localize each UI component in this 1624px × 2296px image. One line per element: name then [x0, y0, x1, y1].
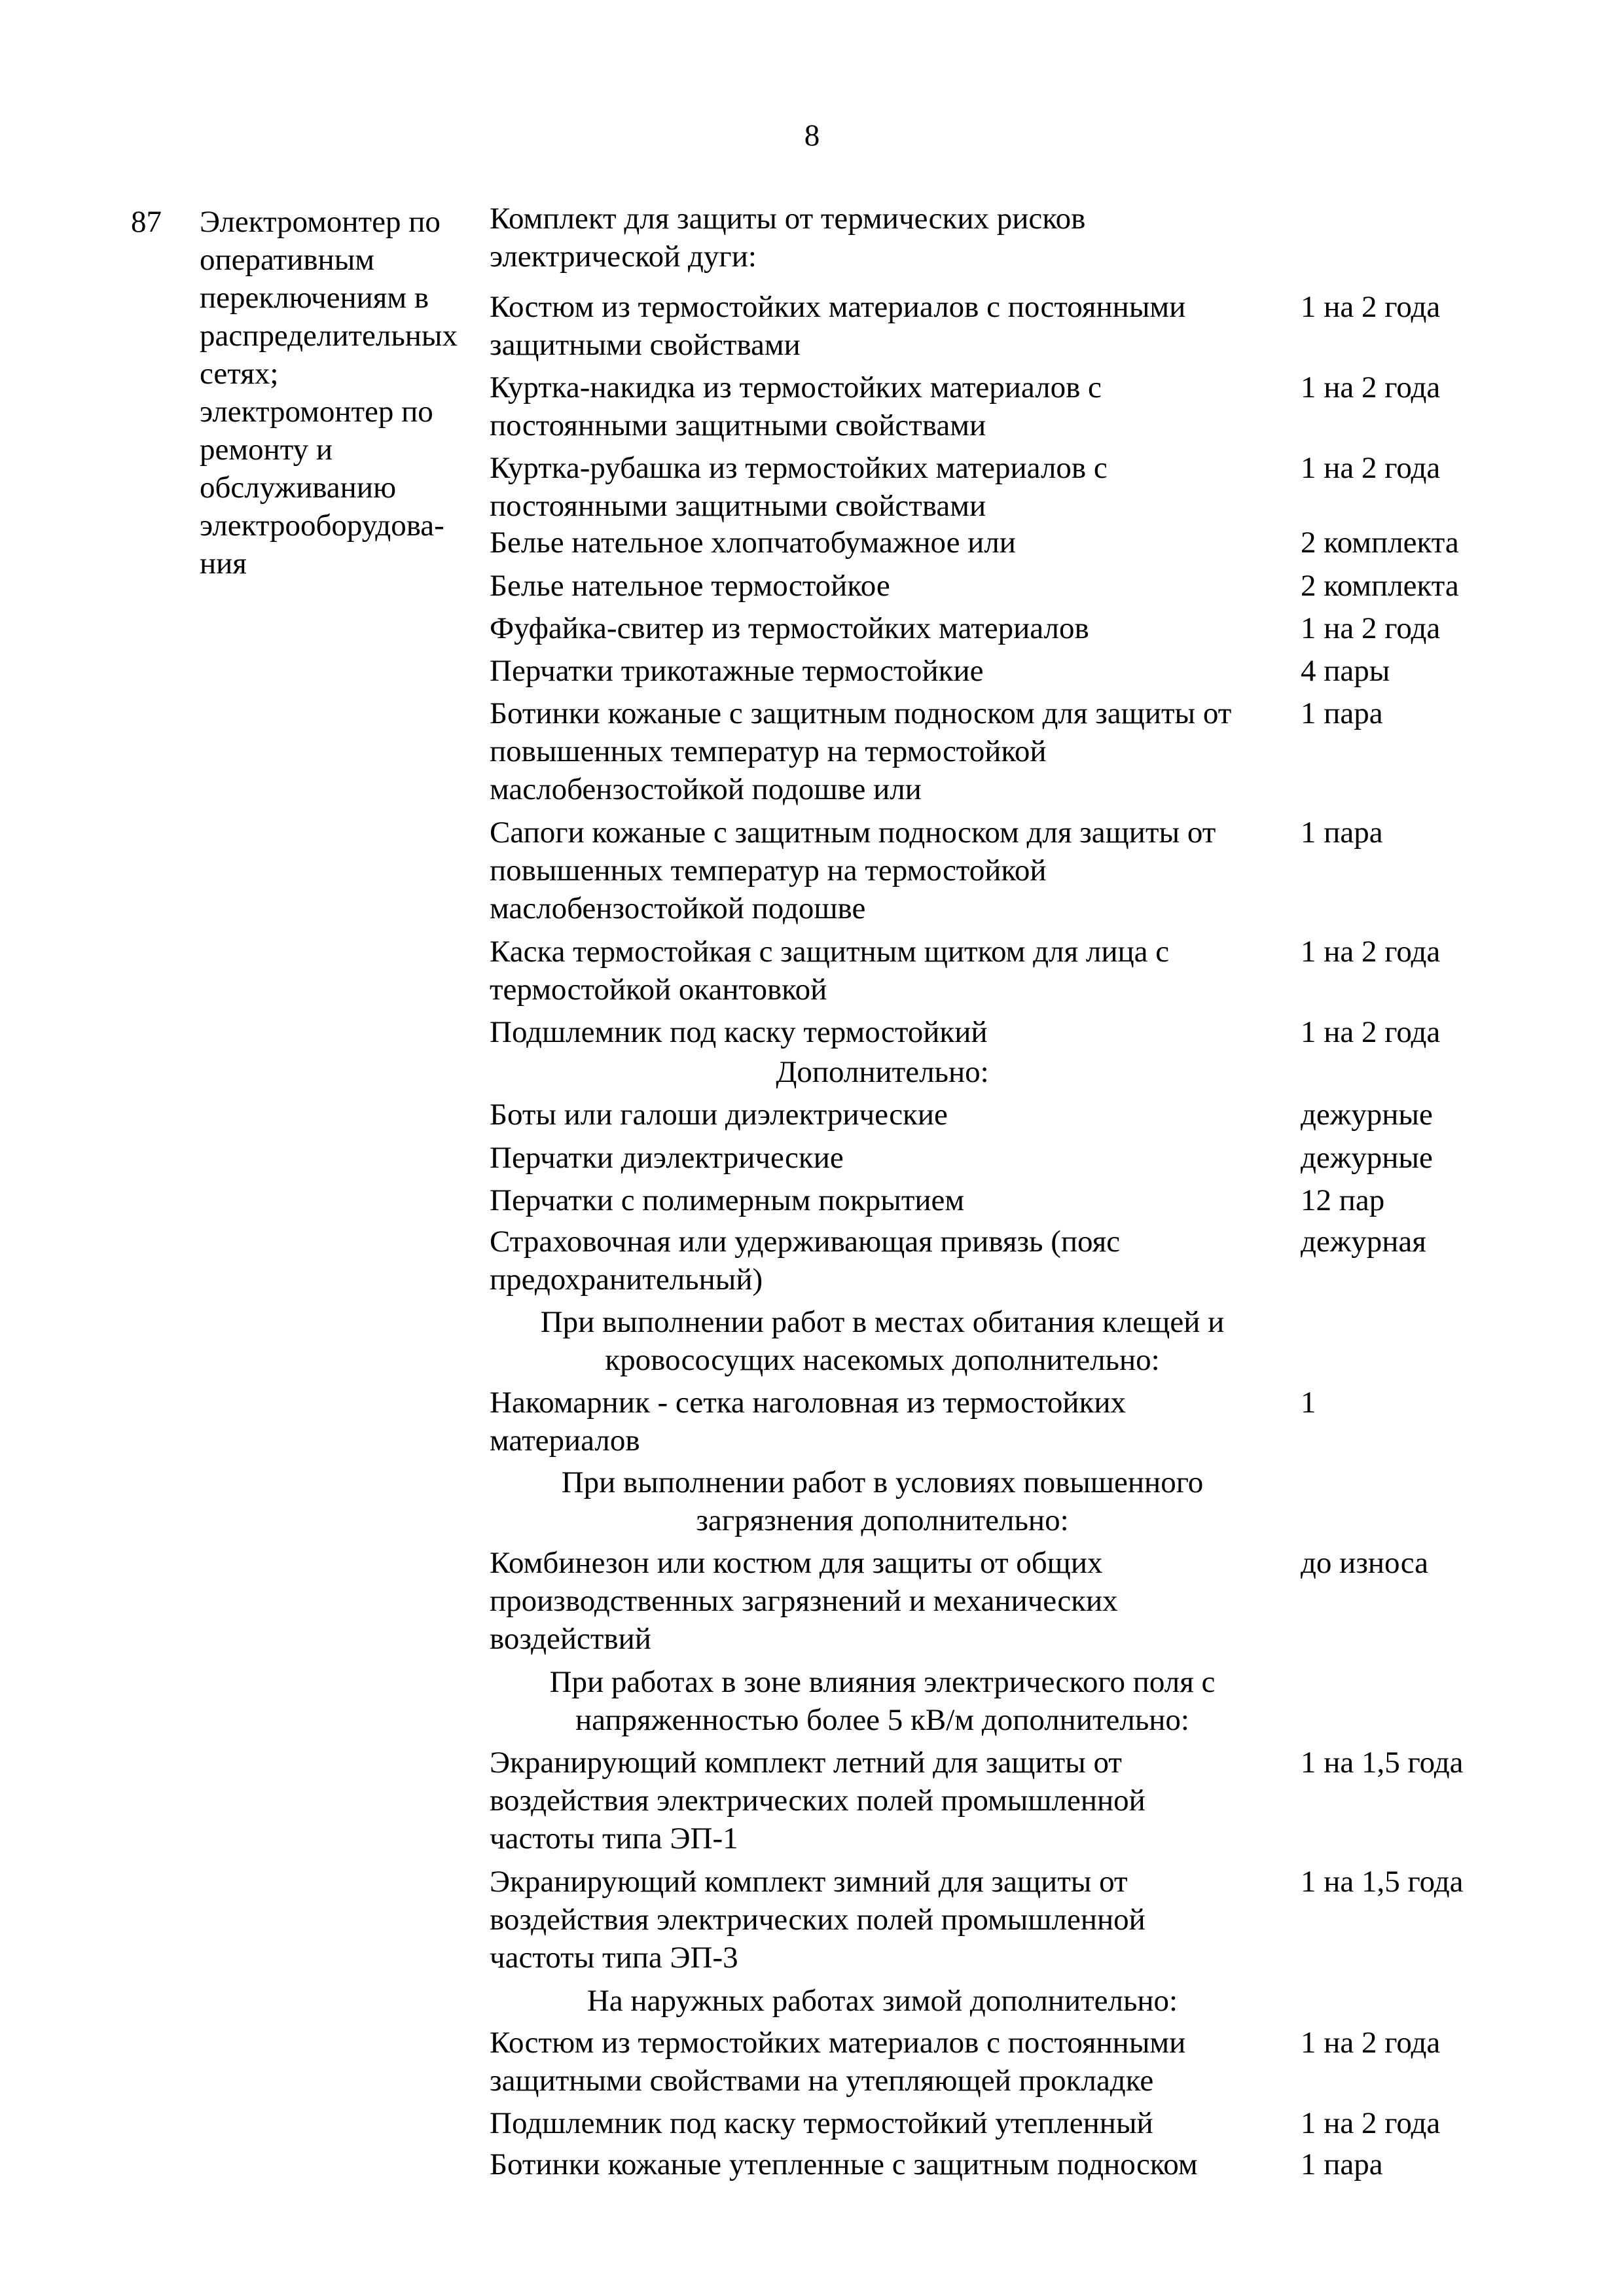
section-heading: На наружных работах зимой дополнительно: — [586, 1984, 1178, 2018]
row-number: 87 — [131, 205, 162, 239]
item-name: Костюм из термостойких материалов с постоянными защитными свойствами — [490, 290, 1186, 362]
item-norm: 1 на 2 года — [1301, 611, 1441, 645]
section-heading: При работах в зоне влияния электрического поля с напряженностью более 5 кВ/м дополнительно: — [549, 1665, 1216, 1737]
item-name: Экранирующий комплект зимний для защиты от воздействия электрических полей промышленной частоты типа ЭП-3 — [490, 1865, 1146, 1975]
item-name: Перчатки с полимерным покрытием — [490, 1183, 965, 1217]
item-name: Экранирующий комплект летний для защиты от воздействия электрических полей промышленной частоты типа ЭП-1 — [490, 1746, 1146, 1856]
item-norm: 1 на 2 года — [1301, 2026, 1441, 2060]
item-name: Страховочная или удерживающая привязь (пояс предохранительный) — [490, 1225, 1121, 1297]
item-norm: дежурные — [1301, 1098, 1433, 1132]
item-name: Ботинки кожаные утепленные с защитным подноском — [490, 2147, 1198, 2181]
item-name: Комбинезон или костюм для защиты от общих производственных загрязнений и механических воздействий — [490, 1546, 1118, 1656]
item-name: Куртка-рубашка из термостойких материалов с постоянными защитными свойствами — [490, 451, 1108, 523]
item-norm: 1 на 2 года — [1301, 370, 1441, 404]
item-name: Перчатки трикотажные термостойкие — [490, 654, 984, 688]
item-name: Каска термостойкая с защитным щитком для лица с термостойкой окантовкой — [490, 935, 1170, 1007]
page-number: 8 — [804, 118, 820, 152]
item-name: Боты или галоши диэлектрические — [490, 1098, 948, 1132]
item-norm: 12 пар — [1301, 1183, 1385, 1217]
section-heading: При выполнении работ в местах обитания клещей и кровососущих насекомых дополнительно: — [540, 1305, 1225, 1377]
item-norm: 2 комплекта — [1301, 569, 1459, 603]
item-norm: дежурная — [1301, 1225, 1426, 1259]
item-norm: 4 пары — [1301, 654, 1390, 688]
item-norm: до износа — [1301, 1546, 1428, 1580]
item-norm: 1 — [1301, 1386, 1316, 1420]
section-heading: Дополнительно: — [776, 1055, 989, 1089]
item-name: Костюм из термостойких материалов с постоянными защитными свойствами на утепляющей прокладке — [490, 2026, 1186, 2098]
section-intro: Комплект для защиты от термических рисков электрической дуги: — [490, 202, 1086, 274]
item-norm: 1 на 1,5 года — [1301, 1746, 1464, 1780]
item-norm: 1 пара — [1301, 696, 1383, 730]
item-norm: 1 на 2 года — [1301, 2106, 1441, 2140]
item-name: Белье нательное термостойкое — [490, 569, 890, 603]
item-norm: 1 на 2 года — [1301, 1015, 1441, 1049]
item-name: Сапоги кожаные с защитным подноском для защиты от повышенных температур на термостойкой маслобензостойкой подошве — [490, 816, 1216, 925]
item-name: Перчатки диэлектрические — [490, 1141, 844, 1175]
item-norm: дежурные — [1301, 1141, 1433, 1175]
section-heading: При выполнении работ в условиях повышенного загрязнения дополнительно: — [561, 1465, 1204, 1537]
item-name: Белье нательное хлопчатобумажное или — [490, 526, 1016, 560]
item-name: Ботинки кожаные с защитным подноском для защиты от повышенных температур на термостойкой маслобензостойкой подошве или — [490, 696, 1232, 806]
item-name: Куртка-накидка из термостойких материалов с постоянными защитными свойствами — [490, 370, 1102, 442]
position-title: Электромонтер по оперативным переключениям в распределительных сетях; электромонтер по ремонту и обслуживанию электрооборудова- ния — [200, 205, 458, 581]
item-norm: 1 пара — [1301, 2147, 1383, 2181]
item-name: Подшлемник под каску термостойкий утепленный — [490, 2106, 1153, 2140]
item-name: Накомарник - сетка наголовная из термостойких материалов — [490, 1386, 1127, 1458]
item-name: Фуфайка-свитер из термостойких материалов — [490, 611, 1089, 645]
item-norm: 1 на 1,5 года — [1301, 1865, 1464, 1899]
item-norm: 2 комплекта — [1301, 526, 1459, 560]
item-norm: 1 на 2 года — [1301, 451, 1441, 485]
item-norm: 1 пара — [1301, 816, 1383, 850]
item-norm: 1 на 2 года — [1301, 290, 1441, 324]
item-name: Подшлемник под каску термостойкий — [490, 1015, 988, 1049]
item-norm: 1 на 2 года — [1301, 935, 1441, 969]
